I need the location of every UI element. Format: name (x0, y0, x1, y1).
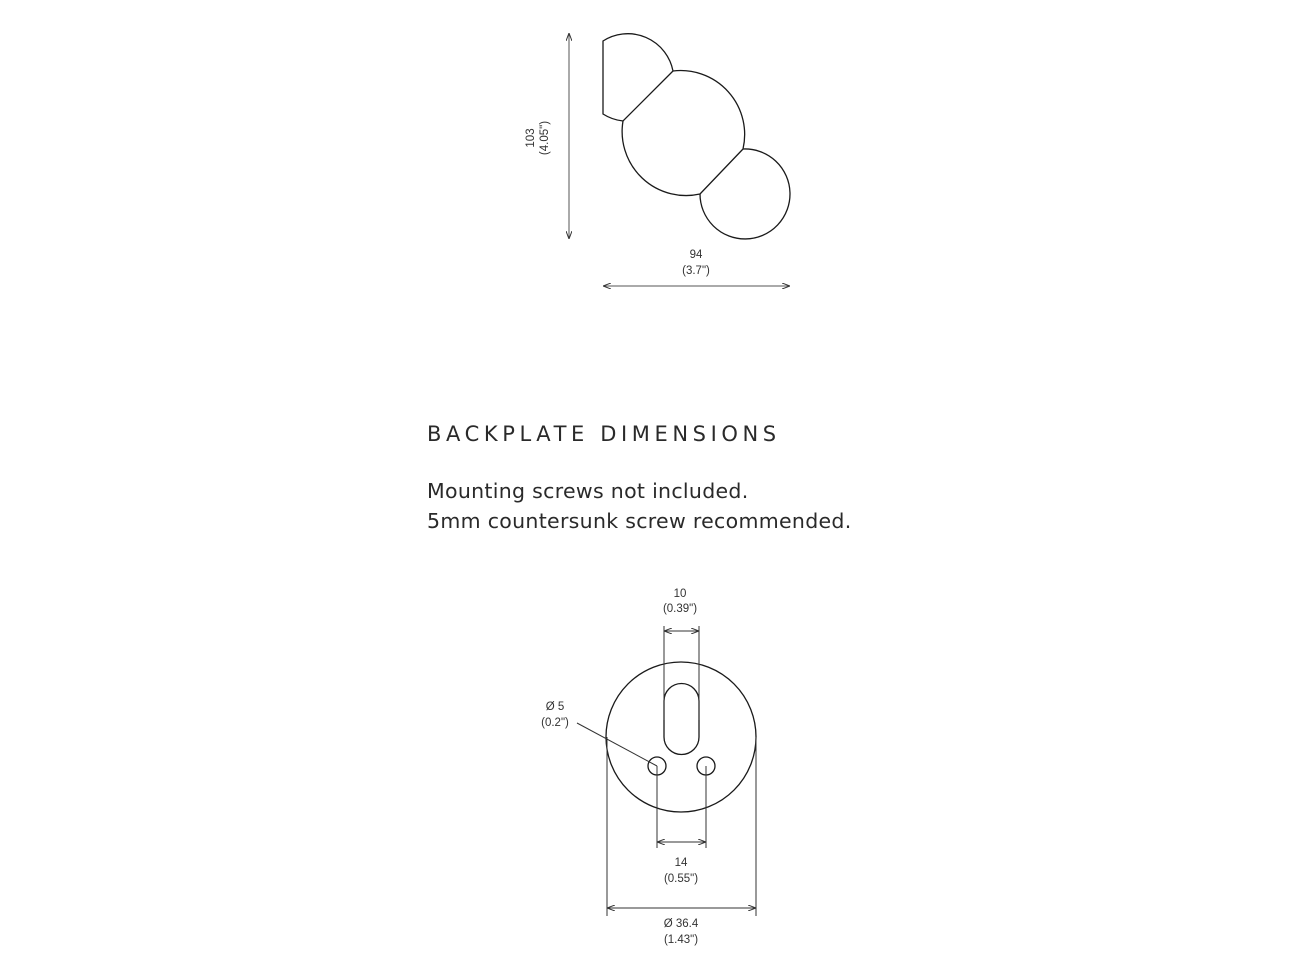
slot-width-mm-label: 10 (673, 588, 687, 600)
hole-spacing-dimension (657, 766, 706, 848)
hole-spacing-mm-label: 14 (674, 857, 688, 869)
width-dimension (604, 249, 789, 286)
height-mm-label: 103 (525, 128, 537, 148)
plate-diameter-dimension (607, 737, 756, 916)
hole-diameter-in-label: (0.2") (541, 717, 569, 729)
slot-width-dimension (664, 626, 699, 720)
plate-diameter-in-label: (1.43") (663, 934, 699, 946)
plate-diameter-mm-label: Ø 36.4 (663, 918, 699, 930)
width-in-label: (3.7") (682, 265, 710, 277)
backplate-outline (606, 662, 756, 812)
height-in-label: (4.05") (539, 120, 551, 156)
hole-spacing-in-label: (0.55") (663, 873, 699, 885)
hole-diameter-leader (541, 701, 657, 766)
hole-diameter-mm-label: Ø 5 (545, 701, 565, 713)
screw-recommendation-note: 5mm countersunk screw recommended. (427, 509, 852, 533)
slot-width-in-label: (0.39") (662, 603, 698, 615)
height-dimension (525, 34, 569, 238)
mounting-note: Mounting screws not included. (427, 479, 749, 503)
width-mm-label: 94 (689, 249, 703, 261)
product-profile-outline (603, 34, 790, 239)
section-heading: BACKPLATE DIMENSIONS (427, 422, 781, 446)
